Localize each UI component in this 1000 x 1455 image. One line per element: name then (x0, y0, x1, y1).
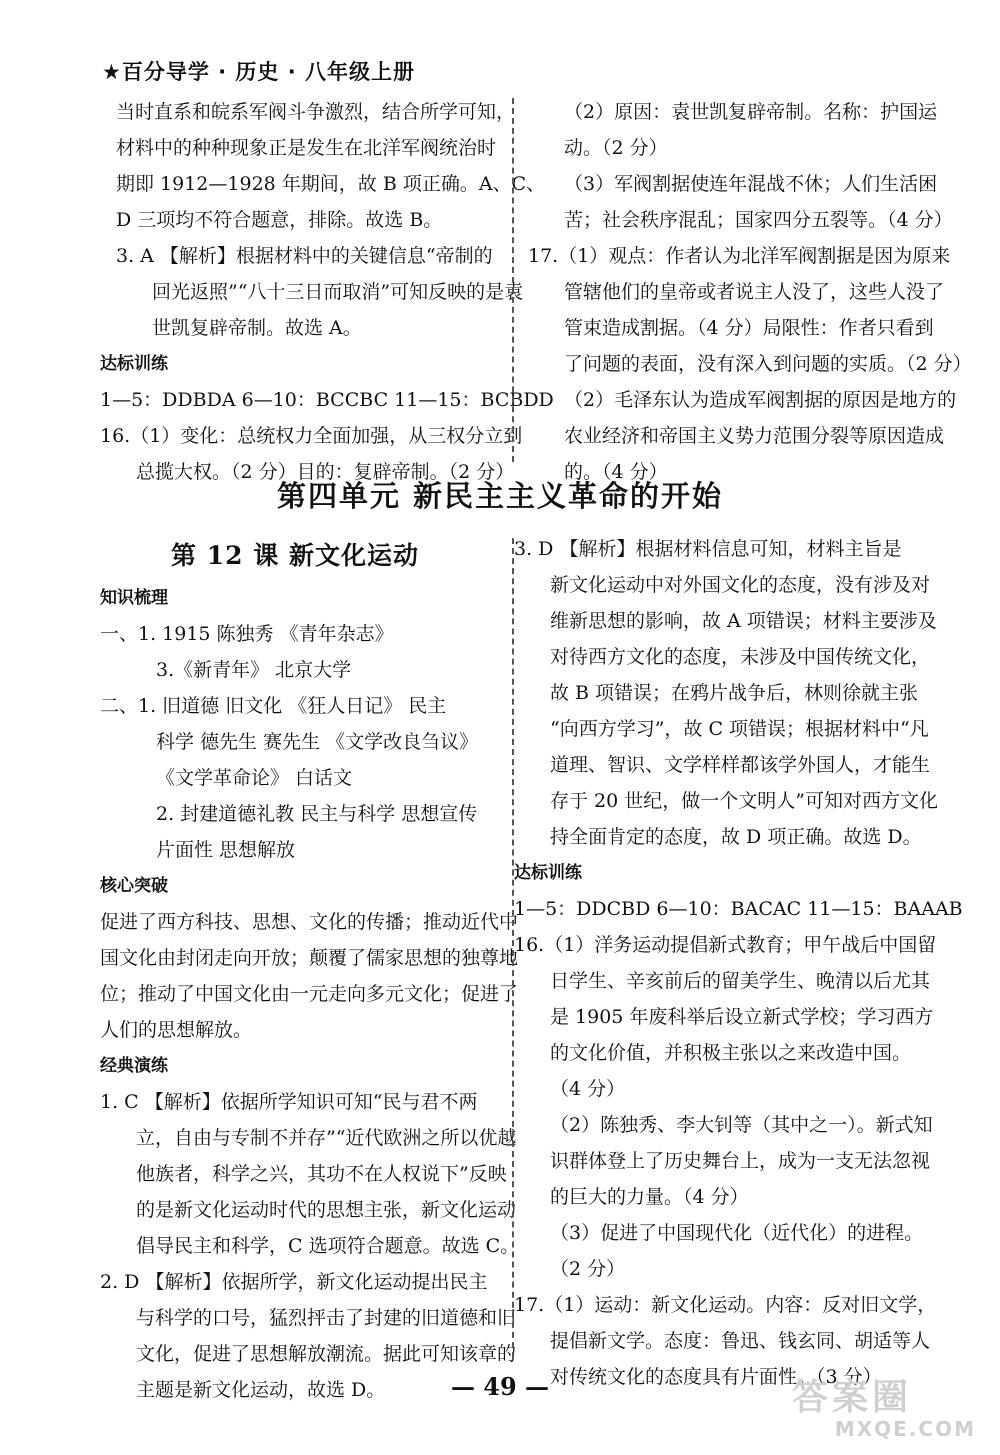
section-heading: 达标训练 (100, 354, 168, 374)
text-line: 他族者，科学之兴，其功不在人权说下”反映 (136, 1163, 507, 1185)
text-line: 人们的思想解放。 (100, 1019, 253, 1041)
text-line: 科学 德先生 赛先生 《文学改良刍议》 (156, 731, 479, 753)
section-heading: 达标训练 (514, 863, 582, 883)
text-line: 立，自由与专制不并存”“近代欧洲之所以优越 (136, 1127, 517, 1149)
text-line: 存于 20 世纪，做一个文明人”可知对西方文化 (550, 790, 938, 812)
top-left-column (100, 94, 554, 490)
text-line: 当时直系和皖系军阀斗争激烈，结合所学可知， (116, 101, 516, 123)
text-line: 促进了西方科技、思想、文化的传播；推动近代中 (100, 911, 519, 933)
text-line: 2. 封建道德礼教 民主与科学 思想宣传 (156, 803, 478, 825)
answer-item: 2. D 【解析】依据所学，新文化运动提出民主 (100, 1271, 488, 1293)
text-line: 二、1. 旧道德 旧文化 《狂人日记》 民主 (100, 695, 447, 717)
text-line: 主题是新文化运动，故选 D。 (136, 1379, 386, 1401)
answer-item: 16.（1）洋务运动提倡新式教育；甲午战后中国留 (514, 934, 937, 956)
text-line: 管辖他们的皇帝或者说主人没了，这些人没了 (564, 281, 945, 303)
text-line: 片面性 思想解放 (156, 839, 296, 861)
bottom-left-column (100, 580, 520, 1408)
text-line: 动。（2 分） (564, 137, 668, 159)
text-line: 回光返照”“八十三日而取消”可知反映的是袁 (152, 281, 524, 303)
top-right-column (528, 94, 972, 490)
text-line: （2）原因：袁世凯复辟帝制。名称：护国运 (564, 101, 938, 123)
text-line: 对传统文化的态度具有片面性。（3 分） (550, 1366, 882, 1388)
text-line: “向西方学习”，故 C 项错误；根据材料中“凡 (550, 718, 929, 740)
text-line: 3.《新青年》 北京大学 (156, 659, 352, 681)
text-line: 维新思想的影响，故 A 项错误；材料主要涉及 (550, 610, 937, 632)
text-line: 一、1. 1915 陈独秀 《青年杂志》 (100, 623, 394, 645)
text-line: 管束造成割据。（4 分）局限性：作者只看到 (564, 317, 934, 339)
section-heading: 核心突破 (100, 876, 168, 896)
text-line: 国文化由封闭走向开放；颠覆了儒家思想的独尊地 (100, 947, 519, 969)
answer-item: 3. A 【解析】根据材料中的关键信息“帝制的 (116, 245, 493, 267)
answer-item: 16.（1）变化：总统权力全面加强，从三权分立到 (100, 425, 523, 447)
text-line: 新文化运动中对外国文化的态度，没有涉及对 (550, 574, 931, 596)
text-line: 对待西方文化的态度，未涉及中国传统文化， (550, 646, 931, 668)
text-line: （2 分） (550, 1258, 626, 1280)
text-line: 道理、智识、文学样样都该学外国人，才能生 (550, 754, 931, 776)
text-line: 的文化价值，并积极主张以之来改造中国。 (550, 1042, 912, 1064)
watermark-logo (792, 1378, 982, 1448)
watermark-text: 答案圈 (792, 1377, 913, 1418)
text-line: 了问题的表面，没有深入到问题的实质。（2 分） (564, 353, 972, 375)
text-line: 是 1905 年废科举后设立新式学校；学习西方 (550, 1006, 934, 1028)
text-line: 《文学革命论》 白话文 (156, 767, 353, 789)
unit-title: 第四单元 新民主主义革命的开始 (276, 479, 724, 513)
text-line: （4 分） (550, 1078, 626, 1100)
answer-item: 3. D 【解析】根据材料信息可知，材料主旨是 (514, 538, 902, 560)
text-line: 农业经济和帝国主义势力范围分裂等原因造成 (564, 425, 945, 447)
text-line: 期即 1912—1928 年期间，故 B 项正确。A、C、 (116, 173, 546, 195)
answer-key-line: 1—5：DDBDA 6—10：BCCBC 11—15：BCBDD (100, 389, 554, 411)
text-line: 文化，促进了思想解放潮流。据此可知该章的 (136, 1343, 517, 1365)
text-line: （3）军阀割据使连年混战不休；人们生活困 (564, 173, 938, 195)
text-line: 世凯复辟帝制。故选 A。 (152, 317, 362, 339)
bottom-right-column (514, 531, 963, 1395)
text-line: 苦；社会秩序混乱；国家四分五裂等。（4 分） (564, 209, 953, 231)
page-header: ★百分导学 · 历史 · 八年级上册 (102, 60, 416, 84)
text-line: 位；推动了中国文化由一元走向多元文化；促进了 (100, 983, 519, 1005)
answer-item: 17.（1）观点：作者认为北洋军阀割据是因为原来 (528, 245, 951, 267)
section-heading: 经典演练 (100, 1056, 168, 1076)
text-line: （3）促进了中国现代化（近代化）的进程。 (550, 1222, 924, 1244)
text-line: 的巨大的力量。（4 分） (550, 1186, 749, 1208)
text-line: 总揽大权。（2 分）目的：复辟帝制。（2 分） (136, 461, 515, 483)
text-line: D 三项均不符合题意，排除。故选 B。 (116, 209, 443, 231)
text-line: 的是新文化运动时代的思想主张，新文化运动 (136, 1199, 517, 1221)
text-line: （2）毛泽东认为造成军阀割据的原因是地方的 (564, 389, 957, 411)
text-line: 日学生、辛亥前后的留美学生、晚清以后尤其 (550, 970, 931, 992)
text-line: 的。（4 分） (564, 461, 668, 483)
answer-key-line: 1—5：DDCBD 6—10：BACAC 11—15：BAAAB (514, 898, 963, 920)
text-line: 与科学的口号，猛烈抨击了封建的旧道德和旧 (136, 1307, 517, 1329)
answer-item: 1. C 【解析】依据所学知识可知“民与君不两 (100, 1091, 478, 1113)
column-divider (512, 98, 514, 462)
text-line: 持全面肯定的态度，故 D 项正确。故选 D。 (550, 826, 922, 848)
text-line: 材料中的种种现象正是发生在北洋军阀统治时 (116, 137, 497, 159)
answer-item: 17.（1）运动：新文化运动。内容：反对旧文学， (514, 1294, 937, 1316)
lesson-title: 第 12 课 新文化运动 (171, 541, 419, 570)
page-number: — 49 — (450, 1372, 550, 1401)
text-line: 提倡新文学。态度：鲁迅、钱玄同、胡适等人 (550, 1330, 931, 1352)
text-line: （2）陈独秀、李大钊等（其中之一）。新式知 (550, 1114, 933, 1136)
text-line: 识群体登上了历史舞台上，成为一支无法忽视 (550, 1150, 931, 1172)
text-line: 故 B 项错误；在鸦片战争后，林则徐就主张 (550, 682, 919, 704)
text-line: 倡导民主和科学，C 选项符合题意。故选 C。 (136, 1235, 520, 1257)
watermark-url: MXQE.COM (834, 1417, 976, 1441)
section-heading: 知识梳理 (100, 588, 168, 608)
